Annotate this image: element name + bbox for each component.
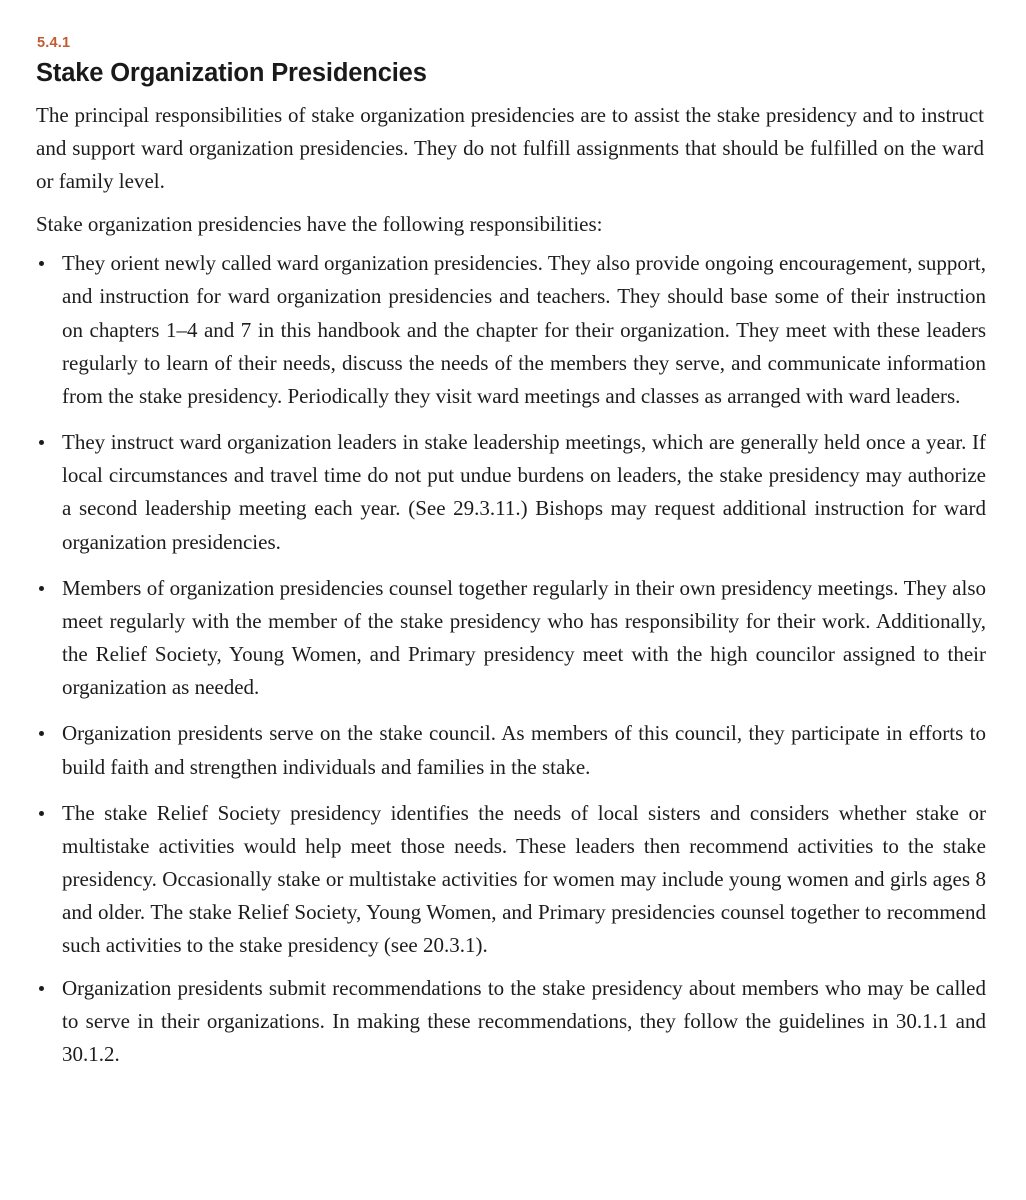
list-item-text: Organization presidents submit recommendations to the stake presidency about members who may be called to serve in their organizations. In making these recommendations, they follow the guidelines in 30.1.1 and 30.1.2. <box>62 975 986 1066</box>
list-item <box>36 247 986 413</box>
list-item <box>36 717 986 783</box>
list-item-text: They instruct ward organization leaders in stake leadership meetings, which are generally held once a year. If local circumstances and travel time do not put undue burdens on leaders, the stake presidency may authorize a second leadership meeting each year. (See 29.3.11.) Bishops may request additional instruction for ward organization presidencies. <box>62 430 986 554</box>
list-item-text: Members of organization presidencies counsel together regularly in their own presidency meetings. They also meet regularly with the member of the stake presidency who has responsibility for their work. Additionally, the Relief Society, Young Women, and Primary presidency meet with the high councilor assigned to their organization as needed. <box>62 575 986 700</box>
list-item-text: They orient newly called ward organization presidencies. They also provide ongoing encouragement, support, and instruction for ward organization presidencies and teachers. They should base some of their instruction on chapters 1–4 and 7 in this handbook and the chapter for their organization. They meet with these leaders regularly to learn of their needs, discuss the needs of the members they serve, and communicate information from the stake presidency. Periodically they visit ward meetings and classes as arranged with ward leaders. <box>62 251 986 408</box>
bullet-dot-icon <box>39 586 44 591</box>
bullet-dot-icon <box>39 986 44 991</box>
list-item <box>36 426 986 559</box>
section-number: 5.4.1 <box>37 35 71 51</box>
list-item <box>36 972 986 1072</box>
intro-paragraph: The principal responsibilities of stake organization presidencies are to assist the stake presidency and to instruct and support ward organization presidencies. They do not fulfill assignments that should be fulfilled on the ward or family level. <box>36 102 984 193</box>
bullet-dot-icon <box>39 261 44 266</box>
list-item <box>36 572 986 705</box>
responsibilities-list <box>36 247 986 1071</box>
page-title: Stake Organization Presidencies <box>36 58 427 87</box>
bullet-dot-icon <box>39 440 44 445</box>
lead-in-paragraph: Stake organization presidencies have the following responsibilities: <box>36 212 603 237</box>
list-item <box>36 797 986 963</box>
bullet-dot-icon <box>39 811 44 816</box>
bullet-dot-icon <box>39 731 44 736</box>
list-item-text: The stake Relief Society presidency identifies the needs of local sisters and considers whether stake or multistake activities would help meet those needs. These leaders then recommend activities to the stake presidency. Occasionally stake or multistake activities for women may include young women and girls ages 8 and older. The stake Relief Society, Young Women, and Primary presidencies counsel together to recommend such activities to the stake presidency (see 20.3.1). <box>62 800 986 958</box>
list-item-text: Organization presidents serve on the stake council. As members of this council, they participate in efforts to build faith and strengthen individuals and families in the stake. <box>62 721 986 779</box>
